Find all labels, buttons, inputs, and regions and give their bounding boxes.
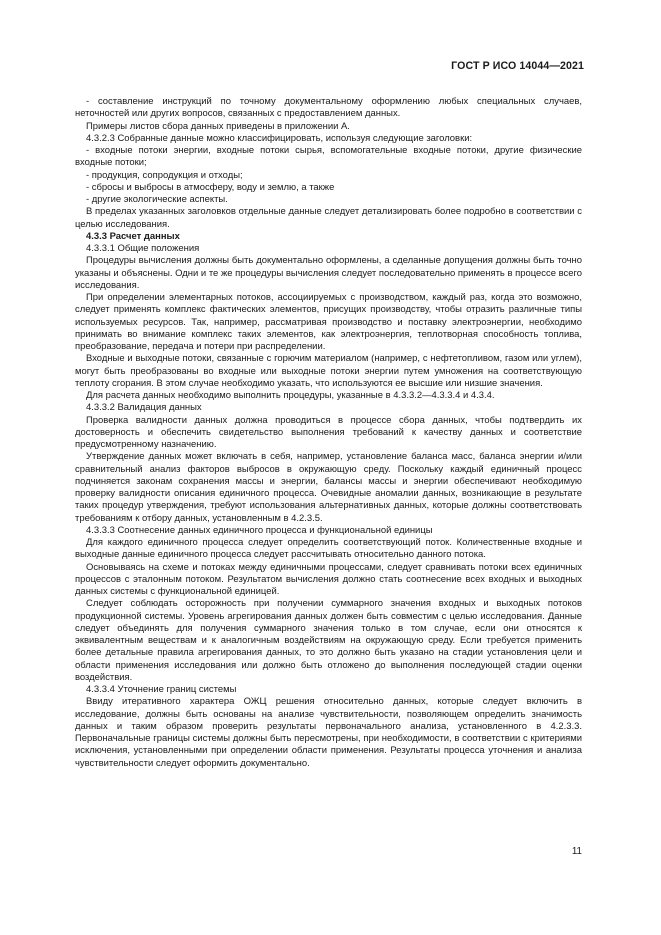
list-item: - сбросы и выбросы в атмосферу, воду и землю, а также bbox=[86, 181, 335, 193]
paragraph: Для каждого единичного процесса следует определить соответствующий поток. Количественные входные и выходные данные единичного процесса следует рассчитывать относительно данного потока. bbox=[75, 537, 582, 561]
page-number: 11 bbox=[571, 846, 582, 857]
list-item: - входные потоки энергии, входные потоки сырья, вспомогательные входные потоки, другие физические входные потоки; bbox=[75, 145, 582, 169]
paragraph: Следует соблюдать осторожность при получении суммарного значения входных и выходных потоков продукционной системы. Уровень агрегирования данных должен быть совместим с целью исследования. Данные следует объединять для получения суммарного значения только в том случае, если они относятся к эквивалентным веществам и к аналогичным воздействиям на окружающую среду. Если требуется применить более детальные правила агрегирования данных, то это должно быть указано на стадии установления цели и области применения исследования или должно быть отложено до выполнения последующей стадии оценки воздействия. bbox=[75, 598, 582, 683]
document-header: ГОСТ Р ИСО 14044—2021 bbox=[451, 60, 584, 72]
document-body bbox=[75, 96, 582, 770]
paragraph: Основываясь на схеме и потоках между единичными процессами, следует сравнивать потоки всех единичных процессов с эталонным потоком. Результатом вычисления должно стать соотнесение всех входных и выходных данных системы с функциональной единицей. bbox=[75, 561, 582, 597]
paragraph: Примеры листов сбора данных приведены в приложении А. bbox=[86, 120, 350, 132]
list-item: - продукция, сопродукция и отходы; bbox=[86, 169, 243, 181]
paragraph: Входные и выходные потоки, связанные с горючим материалом (например, с нефтетопливом, газом или углем), могут быть преобразованы во входные или выходные потоки энергии путем умножения на соответствующую теплоту сгорания. В этом случае необходимо указать, что используются ее высшие или низшие значения. bbox=[75, 353, 582, 389]
paragraph: В пределах указанных заголовков отдельные данные следует детализировать более подробно в соответствии с целью исследования. bbox=[75, 206, 582, 230]
paragraph: Для расчета данных необходимо выполнить процедуры, указанные в 4.3.3.2—4.3.3.4 и 4.3.4. bbox=[86, 390, 495, 401]
paragraph: Ввиду итеративного характера ОЖЦ решения относительно данных, которые следует включить в исследование, должны быть основаны на анализе чувствительности, позволяющем определить значимость данных и таким образом проверить результаты первоначального анализа, установленного в 4.2.3.3. Первоначальные границы системы должны быть пересмотрены, при необходимости, в соответствии с критериями исключения, установленными при определении области применения. Результаты процесса уточнения и анализа чувствительности следует оформить документально. bbox=[75, 696, 582, 769]
subsection-heading: 4.3.3.1 Общие положения bbox=[86, 243, 200, 254]
subsection-heading: 4.3.3.4 Уточнение границ системы bbox=[86, 684, 237, 695]
paragraph: Проверка валидности данных должна проводиться в процессе сбора данных, чтобы подтвердить их достоверность и обеспечить свидетельство выполнения требований к качеству данных и соответствие предусмотренному назначению. bbox=[75, 414, 582, 450]
paragraph: При определении элементарных потоков, ассоциируемых с производством, каждый раз, когда это возможно, следует применять комплекс фактических элементов, присущих производству, чтобы отразить различные типы используемых ресурсов. Так, например, рассматривая производство и поставку электроэнергии, необходимо принимать во внимание комплекс таких элементов, как электроэнергия, теплотворная способность топлива, преобразование, передача и потери при распределении. bbox=[75, 292, 582, 352]
section-heading: 4.3.3 Расчет данных bbox=[86, 230, 180, 242]
subsection-heading: 4.3.3.3 Соотнесение данных единичного процесса и функциональной единицы bbox=[86, 524, 433, 536]
paragraph: Утверждение данных может включать в себя, например, установление баланса масс, баланса энергии и/или сравнительный анализ факторов выбросов в окружающую среду. Поскольку каждый единичный процесс подчиняется законам сохранения массы и энергии, балансы массы и энергии обеспечивают необходимую проверку валидности описания единичного процесса. Очевидные аномалии данных, возникающие в результате таких процедур утверждения, требуют использования альтернативных данных, которые должны соответствовать требованиям к отбору данных, установленным в 4.2.3.5. bbox=[75, 451, 582, 524]
subsection-heading: 4.3.3.2 Валидация данных bbox=[86, 402, 202, 414]
list-item: - другие экологические аспекты. bbox=[86, 194, 228, 205]
list-item: - составление инструкций по точному документальному оформлению любых специальных случаев, неточностей или других вопросов, связанных с предоставлением данных. bbox=[75, 96, 582, 120]
paragraph: 4.3.2.3 Собранные данные можно классифицировать, используя следующие заголовки: bbox=[86, 132, 473, 144]
paragraph: Процедуры вычисления должны быть документально оформлены, а сделанные допущения должны быть точно указаны и объяснены. Одни и те же процедуры вычисления следует последовательно применять в процессе всего исследования. bbox=[75, 255, 582, 291]
